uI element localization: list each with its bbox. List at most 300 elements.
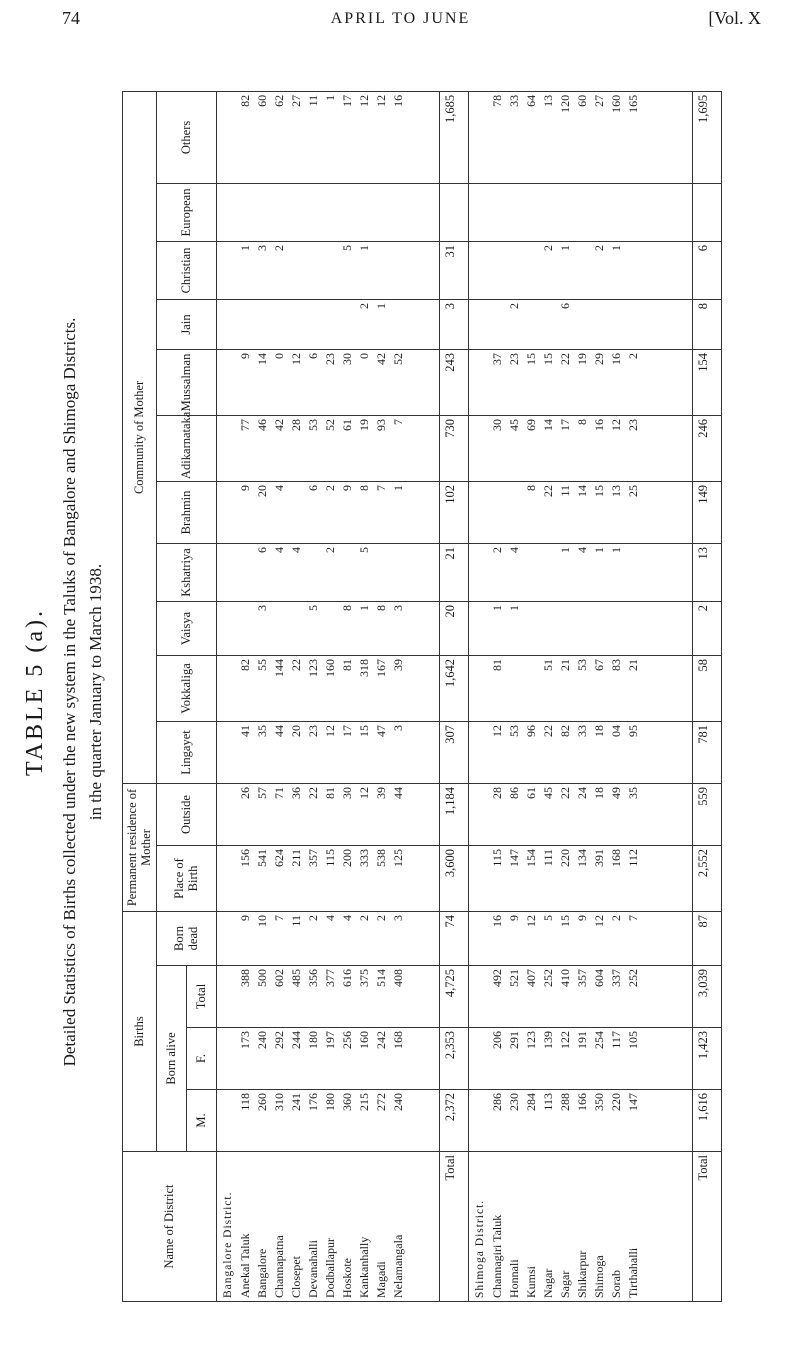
total-place-of-birth: 2,552 <box>692 846 722 912</box>
value-european <box>506 187 523 238</box>
value-place-of-birth: 156 <box>237 849 252 867</box>
value-total: 514 <box>373 969 388 987</box>
column-jain <box>469 299 692 349</box>
value-brahmin: 6 <box>305 484 320 491</box>
value-born-dead: 12 <box>592 915 607 927</box>
value-brahmin: 14 <box>575 484 590 497</box>
value-m: 220 <box>609 1093 624 1111</box>
value-christian <box>373 245 390 296</box>
value-total: 500 <box>254 969 269 987</box>
total-total: 3,039 <box>692 966 722 1028</box>
value-outside: 86 <box>507 786 522 799</box>
value-mussalman: 37 <box>490 352 505 365</box>
value-vaisya <box>608 605 625 652</box>
value-jain <box>237 303 254 346</box>
value-mussalman: 23 <box>507 352 522 365</box>
value-mussalman: 52 <box>390 352 405 365</box>
value-adikarnataka: 14 <box>541 418 556 431</box>
value-jain <box>540 303 557 346</box>
value-mussalman: 2 <box>626 352 641 359</box>
value-outside: 57 <box>254 786 269 799</box>
total-vokkaliga: 58 <box>692 655 722 721</box>
value-mussalman: 16 <box>609 352 624 365</box>
header-community: Community of Mother <box>123 91 157 783</box>
value-place-of-birth: 538 <box>373 849 388 867</box>
header-vaisya: Vaisya <box>156 601 216 655</box>
value-jain: 1 <box>373 302 388 309</box>
value-vokkaliga: 123 <box>305 658 320 677</box>
total-total: 4,725 <box>439 966 468 1028</box>
value-european <box>557 187 574 238</box>
value-place-of-birth: 111 <box>541 849 556 867</box>
value-mussalman: 0 <box>356 352 371 359</box>
value-jain <box>254 303 271 346</box>
value-others: 1 <box>322 94 337 101</box>
header-name-of-district: Name of District <box>123 1152 217 1302</box>
value-others: 64 <box>524 94 539 107</box>
value-vokkaliga: 21 <box>558 658 573 671</box>
taluk-name: Honnali <box>507 1259 522 1298</box>
value-vaisya <box>574 605 591 652</box>
value-born-dead: 2 <box>356 915 371 921</box>
total-m: 2,372 <box>439 1090 468 1152</box>
value-m: 241 <box>288 1093 303 1111</box>
value-f: 173 <box>237 1031 252 1049</box>
value-born-dead: 4 <box>339 915 354 921</box>
value-vokkaliga: 21 <box>626 658 641 671</box>
value-christian <box>506 245 523 296</box>
value-vokkaliga: 83 <box>609 658 624 671</box>
value-place-of-birth: 125 <box>390 849 405 867</box>
value-f: 123 <box>524 1031 539 1049</box>
value-f: 105 <box>626 1031 641 1049</box>
value-european <box>339 187 356 238</box>
value-outside: 30 <box>339 786 354 799</box>
value-total: 407 <box>524 969 539 987</box>
column-m <box>469 1090 692 1152</box>
value-european <box>322 187 339 238</box>
header-total: Total <box>186 966 216 1028</box>
value-european <box>591 187 608 238</box>
value-born-dead: 2 <box>373 915 388 921</box>
value-brahmin: 20 <box>254 484 269 497</box>
value-jain <box>625 303 642 346</box>
value-lingayet: 23 <box>305 724 320 737</box>
header-adikarnataka: Adikarnataka <box>156 415 216 481</box>
value-kshatriya: 2 <box>490 546 505 553</box>
value-kshatriya: 4 <box>507 546 522 553</box>
value-kshatriya: 4 <box>271 546 286 553</box>
value-total: 337 <box>609 969 624 987</box>
column-vokkaliga <box>216 655 439 721</box>
value-adikarnataka: 52 <box>322 418 337 431</box>
value-vokkaliga: 160 <box>322 658 337 677</box>
column-mussalman <box>469 349 692 415</box>
value-m: 310 <box>271 1093 286 1111</box>
column-total <box>216 966 439 1028</box>
column-others <box>469 91 692 183</box>
value-jain <box>608 303 625 346</box>
value-vokkaliga <box>506 659 523 718</box>
value-others: 82 <box>237 94 252 107</box>
value-brahmin: 8 <box>356 484 371 491</box>
value-born-dead: 3 <box>390 915 405 921</box>
table-subtitle-line2: in the quarter January to March 1938. <box>86 563 105 821</box>
taluk-name: Devanahalli <box>305 1240 320 1298</box>
value-f: 291 <box>507 1031 522 1049</box>
value-f: 292 <box>271 1031 286 1049</box>
total-f: 1,423 <box>692 1028 722 1090</box>
column-f <box>216 1028 439 1090</box>
column-others <box>216 91 439 183</box>
value-vaisya <box>288 605 305 652</box>
header-mussalman: Mussalman <box>156 349 216 415</box>
value-vokkaliga: 53 <box>575 658 590 671</box>
value-vokkaliga: 144 <box>271 658 286 677</box>
value-kshatriya: 1 <box>558 546 573 553</box>
total-vokkaliga: 1,642 <box>439 655 468 721</box>
value-mussalman: 14 <box>254 352 269 365</box>
value-kshatriya: 5 <box>356 546 371 553</box>
value-adikarnataka: 17 <box>558 418 573 431</box>
value-total: 485 <box>288 969 303 987</box>
column-european <box>469 183 692 241</box>
total-kshatriya: 21 <box>439 543 468 601</box>
total-label: Total <box>692 1152 722 1302</box>
value-jain <box>489 303 506 346</box>
total-m: 1,616 <box>692 1090 722 1152</box>
value-total: 604 <box>592 969 607 987</box>
value-european <box>373 187 390 238</box>
value-others: 17 <box>339 94 354 107</box>
value-place-of-birth: 134 <box>575 849 590 867</box>
total-european <box>439 183 468 241</box>
value-vokkaliga: 67 <box>592 658 607 671</box>
value-adikarnataka: 42 <box>271 418 286 431</box>
value-kshatriya <box>390 547 407 598</box>
value-total: 252 <box>541 969 556 987</box>
total-label: Total <box>439 1152 468 1302</box>
value-european <box>356 187 373 238</box>
value-born-dead: 11 <box>288 915 303 927</box>
value-born-dead: 9 <box>575 915 590 921</box>
value-born-dead: 16 <box>490 915 505 927</box>
value-adikarnataka: 46 <box>254 418 269 431</box>
value-total: 616 <box>339 969 354 987</box>
value-others: 60 <box>575 94 590 107</box>
value-brahmin: 2 <box>322 484 337 491</box>
value-outside: 35 <box>626 786 641 799</box>
value-jain <box>339 303 356 346</box>
value-christian: 2 <box>541 244 556 251</box>
value-lingayet: 12 <box>322 724 337 737</box>
total-kshatriya: 13 <box>692 543 722 601</box>
value-brahmin: 13 <box>609 484 624 497</box>
value-place-of-birth: 154 <box>524 849 539 867</box>
value-european <box>489 187 506 238</box>
column-brahmin <box>216 481 439 543</box>
value-vaisya: 1 <box>507 604 522 611</box>
value-m: 176 <box>305 1093 320 1111</box>
value-brahmin: 11 <box>558 484 573 497</box>
value-lingayet: 17 <box>339 724 354 737</box>
taluk-name: Channapatna <box>271 1235 286 1298</box>
value-total: 252 <box>626 969 641 987</box>
taluk-name: Closepet <box>288 1256 303 1298</box>
value-outside: 26 <box>237 786 252 799</box>
total-jain: 3 <box>439 299 468 349</box>
taluk-name: Kumsi <box>524 1265 539 1298</box>
value-adikarnataka: 23 <box>626 418 641 431</box>
value-lingayet: 18 <box>592 724 607 737</box>
value-mussalman: 0 <box>271 352 286 359</box>
value-f: 206 <box>490 1031 505 1049</box>
column-christian <box>216 241 439 299</box>
value-jain: 6 <box>558 302 573 309</box>
value-european <box>271 187 288 238</box>
total-mussalman: 243 <box>439 349 468 415</box>
header-f: F. <box>186 1028 216 1090</box>
value-total: 410 <box>558 969 573 987</box>
value-place-of-birth: 115 <box>490 849 505 867</box>
value-others: 16 <box>390 94 405 107</box>
total-christian: 31 <box>439 241 468 299</box>
value-jain <box>288 303 305 346</box>
value-lingayet: 12 <box>490 724 505 737</box>
total-christian: 6 <box>692 241 722 299</box>
value-outside: 18 <box>592 786 607 799</box>
value-born-dead: 5 <box>541 915 556 921</box>
total-european <box>692 183 722 241</box>
value-lingayet: 44 <box>271 724 286 737</box>
value-vaisya <box>322 605 339 652</box>
taluk-name: Tirthahalli <box>626 1247 641 1298</box>
value-vaisya: 1 <box>356 604 371 611</box>
value-lingayet: 22 <box>541 724 556 737</box>
value-brahmin <box>288 485 305 540</box>
column-kshatriya <box>216 543 439 601</box>
value-christian: 1 <box>356 244 371 251</box>
value-f: 168 <box>390 1031 405 1049</box>
value-outside: 22 <box>558 786 573 799</box>
header-place-of-birth: Place of Birth <box>156 846 216 912</box>
value-others: 78 <box>490 94 505 107</box>
value-outside: 49 <box>609 786 624 799</box>
taluk-name: Bangalore <box>254 1248 269 1298</box>
taluk-name: Nagar <box>541 1268 556 1298</box>
value-adikarnataka: 8 <box>575 418 590 425</box>
value-born-dead: 7 <box>626 915 641 921</box>
column-place-of-birth <box>469 846 692 912</box>
value-outside: 24 <box>575 786 590 799</box>
page-header <box>0 0 801 40</box>
value-total: 602 <box>271 969 286 987</box>
value-total: 408 <box>390 969 405 987</box>
value-mussalman: 22 <box>558 352 573 365</box>
total-vaisya: 20 <box>439 601 468 655</box>
value-mussalman: 23 <box>322 352 337 365</box>
value-m: 360 <box>339 1093 354 1111</box>
table-title: TABLE 5 (a). <box>22 607 48 777</box>
section-rows <box>216 91 439 1301</box>
value-jain <box>271 303 288 346</box>
column-kshatriya <box>469 543 692 601</box>
running-title: APRIL TO JUNE <box>330 10 471 27</box>
value-vokkaliga: 51 <box>541 658 556 671</box>
value-vaisya: 1 <box>490 604 505 611</box>
value-f: 254 <box>592 1031 607 1049</box>
value-f: 180 <box>305 1031 320 1049</box>
value-place-of-birth: 147 <box>507 849 522 867</box>
value-european <box>625 187 642 238</box>
value-born-dead: 7 <box>271 915 286 921</box>
section-rows <box>469 91 692 1301</box>
value-others: 12 <box>373 94 388 107</box>
total-born-dead: 87 <box>692 912 722 966</box>
value-mussalman: 19 <box>575 352 590 365</box>
value-born-dead: 12 <box>524 915 539 927</box>
value-christian: 2 <box>592 244 607 251</box>
value-mussalman: 6 <box>305 352 320 359</box>
value-outside: 28 <box>490 786 505 799</box>
header-permanent-residence: Permanent residence of Mother <box>123 783 157 911</box>
value-jain <box>305 303 322 346</box>
value-lingayet: 95 <box>626 724 641 737</box>
value-born-dead: 2 <box>609 915 624 921</box>
header-christian: Christian <box>156 241 216 299</box>
table-subtitle-line1: Detailed Statistics of Births collected under the new system in the Taluks of Bangalore and Shimoga Districts. <box>60 317 79 1067</box>
value-f: 160 <box>356 1031 371 1049</box>
taluk-name: Hoskote <box>339 1258 354 1298</box>
value-brahmin: 4 <box>271 484 286 491</box>
column-lingayet <box>216 721 439 783</box>
value-vaisya: 3 <box>390 604 405 611</box>
value-lingayet: 35 <box>254 724 269 737</box>
value-christian <box>625 245 642 296</box>
column-adikarnataka <box>469 415 692 481</box>
value-outside: 22 <box>305 786 320 799</box>
column-outside <box>216 783 439 845</box>
value-others: 12 <box>356 94 371 107</box>
section-name: Shimoga District. <box>474 1199 487 1298</box>
column-outside <box>469 783 692 845</box>
value-born-dead: 9 <box>507 915 522 921</box>
value-christian <box>305 245 322 296</box>
total-jain: 8 <box>692 299 722 349</box>
value-lingayet: 04 <box>609 724 624 737</box>
column-lingayet <box>469 721 692 783</box>
value-total: 356 <box>305 969 320 987</box>
rotated-table-block <box>22 52 782 1332</box>
value-european <box>523 187 540 238</box>
value-mussalman: 15 <box>541 352 556 365</box>
district-names-cell <box>216 1152 439 1302</box>
value-brahmin <box>489 485 506 540</box>
header-others: Others <box>156 91 216 183</box>
column-f <box>469 1028 692 1090</box>
value-brahmin: 9 <box>339 484 354 491</box>
value-lingayet: 96 <box>524 724 539 737</box>
value-outside: 12 <box>356 786 371 799</box>
value-brahmin: 22 <box>541 484 556 497</box>
value-m: 113 <box>541 1093 556 1111</box>
total-f: 2,353 <box>439 1028 468 1090</box>
value-kshatriya: 1 <box>592 546 607 553</box>
header-jain: Jain <box>156 299 216 349</box>
value-f: 197 <box>322 1031 337 1049</box>
total-born-dead: 74 <box>439 912 468 966</box>
value-vokkaliga: 55 <box>254 658 269 671</box>
column-brahmin <box>469 481 692 543</box>
value-brahmin: 25 <box>626 484 641 497</box>
header-lingayet: Lingayet <box>156 721 216 783</box>
column-adikarnataka <box>216 415 439 481</box>
taluk-name: Channagiri Taluk <box>490 1214 505 1298</box>
value-vokkaliga: 81 <box>339 658 354 671</box>
value-outside: 81 <box>322 786 337 799</box>
value-kshatriya: 2 <box>322 546 337 553</box>
value-place-of-birth: 624 <box>271 849 286 867</box>
section-total-row <box>439 91 468 1301</box>
total-brahmin: 102 <box>439 481 468 543</box>
value-brahmin: 9 <box>237 484 252 491</box>
value-others: 120 <box>558 94 573 113</box>
value-adikarnataka: 93 <box>373 418 388 431</box>
header-european: European <box>156 183 216 241</box>
value-f: 242 <box>373 1031 388 1049</box>
value-mussalman: 30 <box>339 352 354 365</box>
value-m: 215 <box>356 1093 371 1111</box>
value-total: 375 <box>356 969 371 987</box>
value-m: 284 <box>524 1093 539 1111</box>
value-adikarnataka: 19 <box>356 418 371 431</box>
total-brahmin: 149 <box>692 481 722 543</box>
value-others: 165 <box>626 94 641 113</box>
header-m: M. <box>186 1090 216 1152</box>
value-m: 240 <box>390 1093 405 1111</box>
value-vaisya: 5 <box>305 604 320 611</box>
value-place-of-birth: 357 <box>305 849 320 867</box>
value-place-of-birth: 168 <box>609 849 624 867</box>
value-jain <box>390 303 407 346</box>
taluk-name: Anekal Taluk <box>237 1233 252 1298</box>
column-european <box>216 183 439 241</box>
value-european <box>540 187 557 238</box>
value-christian <box>390 245 407 296</box>
value-born-dead: 9 <box>237 915 252 921</box>
value-others: 11 <box>305 94 320 107</box>
value-christian: 3 <box>254 244 269 251</box>
value-place-of-birth: 541 <box>254 849 269 867</box>
column-mussalman <box>216 349 439 415</box>
value-mussalman: 12 <box>288 352 303 365</box>
column-vaisya <box>216 601 439 655</box>
value-vokkaliga: 39 <box>390 658 405 671</box>
value-vaisya: 8 <box>373 604 388 611</box>
value-f: 139 <box>541 1031 556 1049</box>
value-adikarnataka: 53 <box>305 418 320 431</box>
value-vokkaliga: 81 <box>490 658 505 671</box>
value-christian <box>489 245 506 296</box>
taluk-name: Magadi <box>373 1261 388 1298</box>
value-lingayet: 3 <box>390 724 405 731</box>
column-jain <box>216 299 439 349</box>
value-kshatriya: 6 <box>254 546 269 553</box>
value-vaisya <box>591 605 608 652</box>
value-m: 230 <box>507 1093 522 1111</box>
value-f: 256 <box>339 1031 354 1049</box>
header-kshatriya: Kshatriya <box>156 543 216 601</box>
